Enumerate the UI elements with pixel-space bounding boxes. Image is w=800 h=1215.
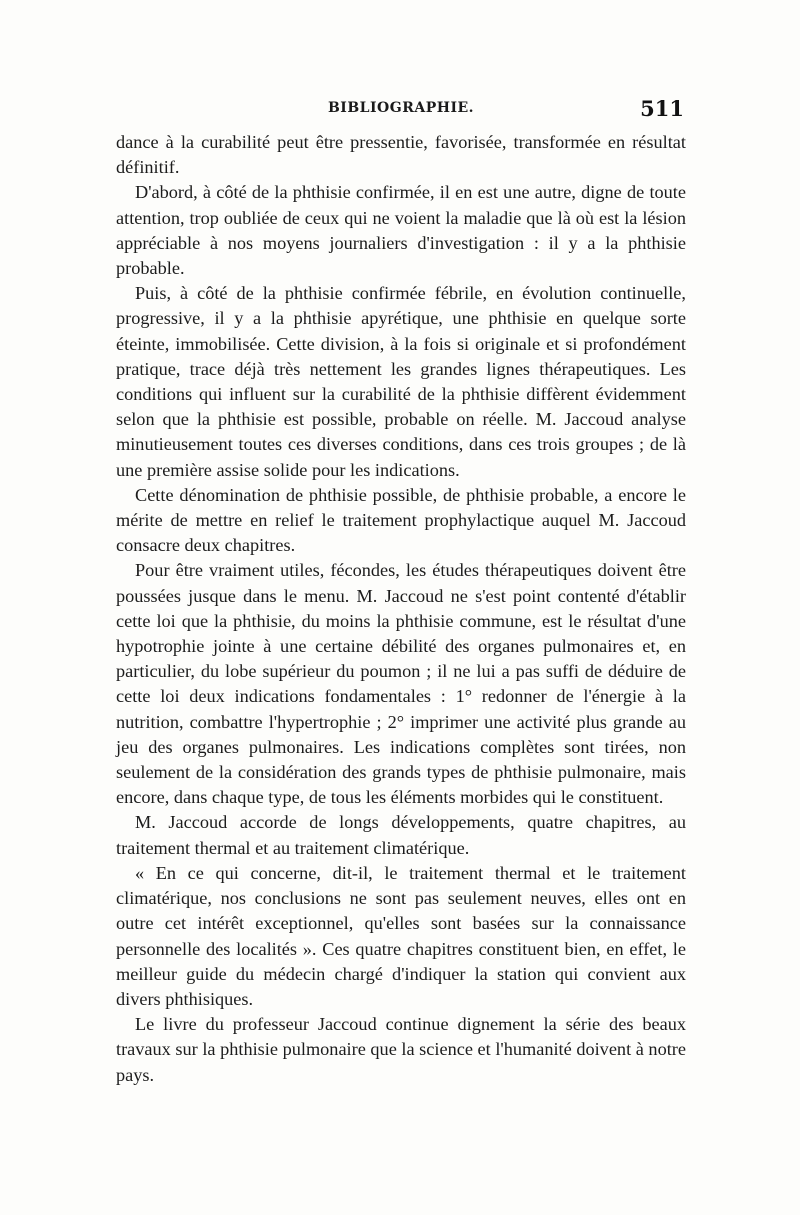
body-text bbox=[116, 130, 686, 1088]
running-header bbox=[118, 96, 684, 126]
paragraph-continuation: dance à la curabilité peut être pressentie, favorisée, transformée en résultat définitif. bbox=[116, 132, 686, 178]
paragraph-developpements: M. Jaccoud accorde de longs développements, quatre chapitres, au traitement thermal et au traitement climatérique. bbox=[116, 812, 686, 858]
paragraph-phthisie-apyretique: Puis, à côté de la phthisie confirmée fébrile, en évolution continuelle, progressive, il y a la phthisie apyrétique, une phthisie en quelque sorte éteinte, immobilisée. Cette division, à la fois si originale et si profondément pratique, trace déjà très nettement les grandes lignes thérapeutiques. Les conditions qui influent sur la curabilité de la phthisie diffèrent évidemment selon que la phthisie est possible, probable on réelle. M. Jaccoud analyse minutieusement toutes ces diverses conditions, dans ces trois groupes ; de là une première assise solide pour les indications. bbox=[116, 283, 686, 480]
paragraph-quotation: « En ce qui concerne, dit-il, le traitement thermal et le traitement climatérique, nos conclusions ne sont pas seulement neuves, elles ont en outre cet intérêt exceptionnel, qu'elles sont basées sur la connaissance personnelle des localités ». Ces quatre chapitres constituent bien, en effet, le meilleur guide du médecin chargé d'indiquer la station qui convient aux divers phthisiques. bbox=[116, 862, 686, 1009]
paragraph-denomination: Cette dénomination de phthisie possible, de phthisie probable, a encore le mérite de mettre en relief le traitement prophylactique auquel M. Jaccoud consacre deux chapitres. bbox=[116, 484, 686, 556]
paragraph-conclusion: Le livre du professeur Jaccoud continue dignement la série des beaux travaux sur la phthisie pulmonaire que la science et l'humanité doivent à notre pays. bbox=[116, 1014, 686, 1085]
paragraph-phthisie-probable: D'abord, à côté de la phthisie confirmée, il en est une autre, digne de toute attention, trop oubliée de ceux qui ne voient la maladie que là où est la lésion appréciable à nos moyens journaliers d'investigation : il y a la phthisie probable. bbox=[116, 182, 686, 279]
page-number: 511 bbox=[640, 96, 684, 121]
paragraph-etudes-therapeutiques: Pour être vraiment utiles, fécondes, les études thérapeutiques doivent être poussées jusque dans le menu. M. Jaccoud ne s'est point contenté d'établir cette loi que la phthisie, du moins la phthisie commune, est le résultat d'une hypotrophie jointe à une certaine débilité des organes pulmonaires et, en particulier, du lobe supérieur du poumon ; il ne lui a pas suffi de déduire de cette loi deux indications fondamentales : 1° redonner de l'énergie à la nutrition, combattre l'hypertrophie ; 2° imprimer une activité plus grande au jeu des organes pulmonaires. Les indications complètes sont tirées, non seulement de la considération des grands types de phthisie pulmonaire, mais encore, dans chaque type, de tous les éléments morbides qui le constituent. bbox=[116, 560, 686, 808]
running-title: BIBLIOGRAPHIE. bbox=[327, 100, 475, 116]
